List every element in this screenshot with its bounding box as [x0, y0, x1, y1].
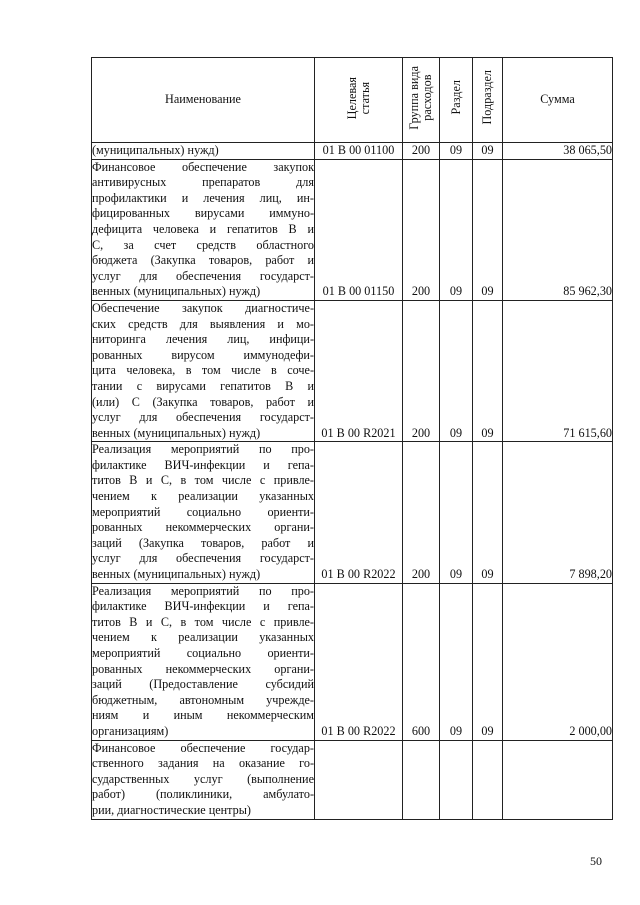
row-name-line: профилактики и лечения лиц, ин- [92, 190, 314, 205]
row-name-line: Финансовое обеспечение государ- [92, 740, 314, 755]
row-subsection: 09 [473, 159, 503, 300]
row-name-line: Реализация мероприятий по про- [92, 583, 314, 598]
budget-table [91, 57, 613, 820]
row-sum: 71 615,60 [503, 300, 613, 441]
row-name [92, 442, 315, 583]
row-sum: 2 000,00 [503, 583, 613, 740]
row-name-line: услуг для обеспечения государст- [92, 410, 314, 425]
row-name-line: Реализация мероприятий по про- [92, 442, 314, 457]
header-name: Наименование [92, 58, 315, 143]
row-name-line: цита человека, в том числе в соче- [92, 363, 314, 378]
row-subsection [473, 740, 503, 819]
row-name-line: ниторинга лечения лиц, инфици- [92, 332, 314, 347]
row-name-line: сударственных услуг (выполнение [92, 771, 314, 786]
row-name-line: С, за счет средств областного [92, 237, 314, 252]
row-name-line: ственного задания на оказание го- [92, 756, 314, 771]
row-name-line: фицированных вирусами иммуно- [92, 206, 314, 221]
row-name-line: тании с вирусами гепатитов В и [92, 378, 314, 393]
row-name [92, 159, 315, 300]
row-subsection: 09 [473, 442, 503, 583]
row-name-line: филактике ВИЧ-инфекции и гепа- [92, 457, 314, 472]
page-number: 50 [590, 854, 602, 868]
row-name-line: услуг для обеспечения государст- [92, 551, 314, 566]
row-subsection: 09 [473, 300, 503, 441]
row-name-line: (или) С (Закупка товаров, работ и [92, 394, 314, 409]
row-name-line: чением к реализации указанных [92, 630, 314, 645]
header-target-article: Целевая статья [315, 58, 403, 143]
row-expense-group: 600 [403, 583, 440, 740]
row-sum: 7 898,20 [503, 442, 613, 583]
row-name-line: ниям и иным некоммерческим [92, 708, 314, 723]
row-target-article: 01 В 00 01100 [315, 143, 403, 160]
table-row [92, 300, 613, 441]
table-row [92, 583, 613, 740]
header-sum: Сумма [503, 58, 613, 143]
row-target-article: 01 В 00 R2022 [315, 442, 403, 583]
row-target-article: 01 В 00 R2021 [315, 300, 403, 441]
row-name-line: венных (муниципальных) нужд) [92, 567, 261, 582]
row-name-line: антивирусных препаратов для [92, 175, 314, 190]
row-name-line: титов В и С, в том числе с привле- [92, 614, 314, 629]
row-name [92, 300, 315, 441]
row-name-line: (муниципальных) нужд) [92, 143, 219, 157]
row-name-line: ских средств для выявления и мо- [92, 316, 314, 331]
row-expense-group: 200 [403, 300, 440, 441]
row-name-line: рии, диагностические центры) [92, 802, 251, 817]
row-name-line: бюджета (Закупка товаров, работ и [92, 253, 314, 268]
row-name-line: мероприятий социально ориенти- [92, 504, 314, 519]
row-section: 09 [440, 300, 473, 441]
row-expense-group [403, 740, 440, 819]
row-name-line: чением к реализации указанных [92, 489, 314, 504]
table-header-row [92, 58, 613, 143]
row-target-article: 01 В 00 R2022 [315, 583, 403, 740]
row-name-line: бюджетным, автономным учрежде- [92, 692, 314, 707]
row-name-line: мероприятий социально ориенти- [92, 646, 314, 660]
row-expense-group: 200 [403, 143, 440, 160]
row-name-line: Финансовое обеспечение закупок [92, 159, 314, 174]
row-name [92, 740, 315, 819]
row-name-line: титов В и С, в том числе с привле- [92, 473, 314, 488]
row-name-line: услуг для обеспечения государст- [92, 268, 314, 283]
row-name-line: заций (Предоставление субсидий [92, 677, 314, 692]
row-name-line: заций (Закупка товаров, работ и [92, 535, 314, 550]
row-section: 09 [440, 442, 473, 583]
row-subsection: 09 [473, 143, 503, 160]
row-name-line: рованных вирусом иммунодефи- [92, 347, 314, 362]
row-expense-group: 200 [403, 159, 440, 300]
row-name-line: Обеспечение закупок диагностиче- [92, 300, 314, 315]
row-name-line: венных (муниципальных) нужд) [92, 425, 261, 440]
header-section: Раздел [440, 58, 473, 143]
row-target-article: 01 В 00 01150 [315, 159, 403, 300]
row-subsection: 09 [473, 583, 503, 740]
row-sum [503, 740, 613, 819]
table-row [92, 143, 613, 160]
row-sum: 85 962,30 [503, 159, 613, 300]
row-section: 09 [440, 159, 473, 300]
row-name-line: дефицита человека и гепатитов В и [92, 221, 314, 236]
header-subsection: Подраздел [473, 58, 503, 143]
row-expense-group: 200 [403, 442, 440, 583]
table-row [92, 159, 613, 300]
row-section: 09 [440, 143, 473, 160]
row-section [440, 740, 473, 819]
header-expense-group: Группа вида расходов [403, 58, 440, 143]
row-name-line: организациям) [92, 723, 169, 738]
row-name-line: работ) (поликлиники, амбулато- [92, 787, 314, 802]
row-target-article [315, 740, 403, 819]
row-name [92, 583, 315, 740]
row-section: 09 [440, 583, 473, 740]
row-name-line: венных (муниципальных) нужд) [92, 284, 261, 299]
row-sum: 38 065,50 [503, 143, 613, 160]
row-name-line: рованных некоммерческих органи- [92, 661, 314, 676]
row-name [92, 143, 315, 160]
row-name-line: рованных некоммерческих органи- [92, 520, 314, 535]
table-row [92, 442, 613, 583]
row-name-line: филактике ВИЧ-инфекции и гепа- [92, 599, 314, 614]
table-row [92, 740, 613, 819]
